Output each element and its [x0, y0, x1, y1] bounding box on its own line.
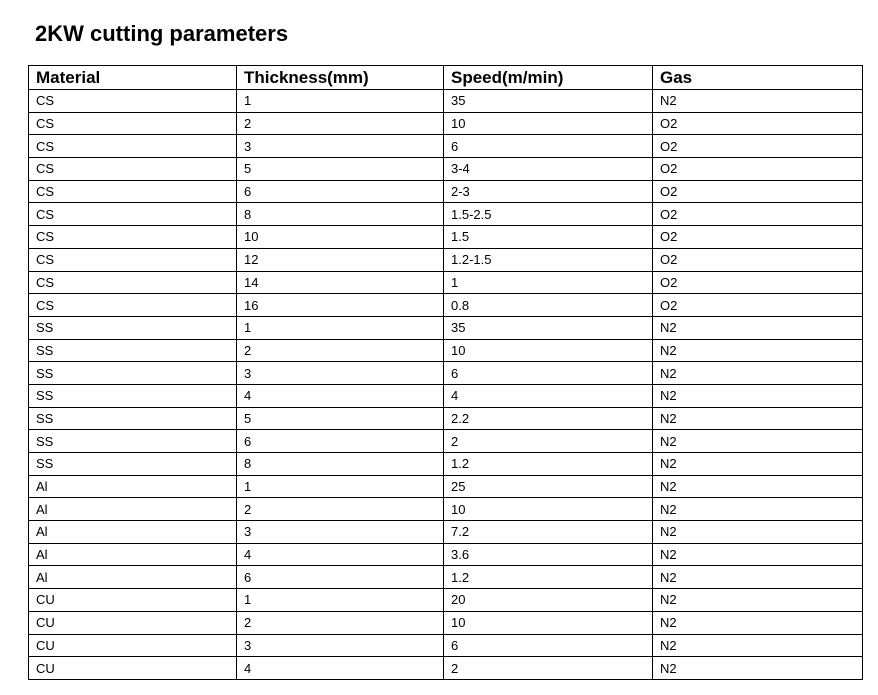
cell-speed: 35 [444, 90, 653, 113]
cell-thickness: 14 [237, 271, 444, 294]
cell-gas: O2 [653, 248, 863, 271]
cell-thickness: 8 [237, 453, 444, 476]
table-row [29, 543, 863, 566]
cell-material: CS [29, 90, 237, 113]
cell-thickness: 16 [237, 294, 444, 317]
cell-gas: N2 [653, 362, 863, 385]
cell-material: CU [29, 589, 237, 612]
cell-material: CU [29, 611, 237, 634]
table-row [29, 430, 863, 453]
cell-speed: 6 [444, 362, 653, 385]
cell-thickness: 1 [237, 475, 444, 498]
page-title: 2KW cutting parameters [35, 21, 289, 46]
cell-gas: N2 [653, 611, 863, 634]
table-row [29, 180, 863, 203]
cell-thickness: 10 [237, 226, 444, 249]
cell-thickness: 1 [237, 316, 444, 339]
cell-thickness: 5 [237, 158, 444, 181]
cell-thickness: 1 [237, 90, 444, 113]
cell-thickness: 5 [237, 407, 444, 430]
table-row [29, 294, 863, 317]
table-header-row [29, 66, 863, 90]
cell-material: CS [29, 158, 237, 181]
header-speed: Speed(m/min) [444, 66, 653, 90]
cell-thickness: 4 [237, 384, 444, 407]
cell-gas: N2 [653, 475, 863, 498]
cell-thickness: 2 [237, 498, 444, 521]
table-row [29, 566, 863, 589]
cell-thickness: 3 [237, 521, 444, 544]
cell-gas: O2 [653, 226, 863, 249]
table-row [29, 611, 863, 634]
cell-material: SS [29, 362, 237, 385]
cell-thickness: 2 [237, 339, 444, 362]
table-row [29, 634, 863, 657]
cell-speed: 0.8 [444, 294, 653, 317]
cell-speed: 1.5-2.5 [444, 203, 653, 226]
cell-thickness: 3 [237, 634, 444, 657]
cell-speed: 10 [444, 611, 653, 634]
cell-thickness: 3 [237, 135, 444, 158]
cell-material: SS [29, 316, 237, 339]
cell-thickness: 4 [237, 657, 444, 680]
table-row [29, 589, 863, 612]
cell-material: CS [29, 203, 237, 226]
cell-material: CS [29, 112, 237, 135]
cell-material: Al [29, 543, 237, 566]
cell-gas: N2 [653, 657, 863, 680]
cell-material: CU [29, 657, 237, 680]
table-row [29, 498, 863, 521]
cell-gas: O2 [653, 271, 863, 294]
cell-speed: 4 [444, 384, 653, 407]
cell-speed: 25 [444, 475, 653, 498]
cell-thickness: 6 [237, 430, 444, 453]
cell-speed: 3-4 [444, 158, 653, 181]
table-row [29, 135, 863, 158]
cell-speed: 1.2-1.5 [444, 248, 653, 271]
cell-material: Al [29, 475, 237, 498]
cell-material: CS [29, 248, 237, 271]
table-row [29, 271, 863, 294]
cell-gas: O2 [653, 112, 863, 135]
cell-gas: N2 [653, 384, 863, 407]
cell-material: CU [29, 634, 237, 657]
cell-material: CS [29, 135, 237, 158]
header-gas: Gas [653, 66, 863, 90]
cell-gas: N2 [653, 566, 863, 589]
cell-speed: 10 [444, 112, 653, 135]
cell-gas: N2 [653, 543, 863, 566]
cutting-parameters-table [28, 65, 863, 680]
table-row [29, 657, 863, 680]
cell-gas: O2 [653, 180, 863, 203]
cell-material: CS [29, 180, 237, 203]
cell-gas: O2 [653, 135, 863, 158]
cell-speed: 3.6 [444, 543, 653, 566]
cell-gas: N2 [653, 589, 863, 612]
cell-speed: 6 [444, 634, 653, 657]
cell-thickness: 3 [237, 362, 444, 385]
cell-speed: 1.5 [444, 226, 653, 249]
cell-thickness: 2 [237, 112, 444, 135]
cell-gas: N2 [653, 634, 863, 657]
cell-gas: N2 [653, 90, 863, 113]
table-row [29, 226, 863, 249]
cell-gas: N2 [653, 316, 863, 339]
cell-speed: 2 [444, 657, 653, 680]
cell-gas: N2 [653, 339, 863, 362]
table-row [29, 384, 863, 407]
table-row [29, 407, 863, 430]
table-row [29, 112, 863, 135]
cell-gas: O2 [653, 294, 863, 317]
cell-material: Al [29, 498, 237, 521]
cell-material: SS [29, 384, 237, 407]
cell-speed: 10 [444, 498, 653, 521]
cell-speed: 2-3 [444, 180, 653, 203]
cell-material: CS [29, 226, 237, 249]
table-row [29, 248, 863, 271]
table-row [29, 362, 863, 385]
cell-speed: 10 [444, 339, 653, 362]
cell-thickness: 6 [237, 180, 444, 203]
cell-material: SS [29, 339, 237, 362]
cell-speed: 7.2 [444, 521, 653, 544]
table-row [29, 90, 863, 113]
cell-gas: N2 [653, 407, 863, 430]
cell-speed: 1.2 [444, 566, 653, 589]
header-material: Material [29, 66, 237, 90]
cell-material: Al [29, 566, 237, 589]
cell-speed: 20 [444, 589, 653, 612]
table-row [29, 453, 863, 476]
table-row [29, 521, 863, 544]
table-row [29, 203, 863, 226]
cell-material: SS [29, 407, 237, 430]
cell-material: CS [29, 271, 237, 294]
cell-gas: O2 [653, 158, 863, 181]
cell-thickness: 4 [237, 543, 444, 566]
table-row [29, 475, 863, 498]
cell-material: SS [29, 430, 237, 453]
cell-speed: 1.2 [444, 453, 653, 476]
cell-thickness: 6 [237, 566, 444, 589]
cell-gas: N2 [653, 453, 863, 476]
cell-thickness: 12 [237, 248, 444, 271]
table-body [29, 90, 863, 680]
cell-speed: 35 [444, 316, 653, 339]
cell-gas: N2 [653, 521, 863, 544]
cell-material: CS [29, 294, 237, 317]
cell-gas: N2 [653, 498, 863, 521]
cell-thickness: 2 [237, 611, 444, 634]
cell-thickness: 8 [237, 203, 444, 226]
cell-speed: 6 [444, 135, 653, 158]
table-row [29, 158, 863, 181]
cell-speed: 2 [444, 430, 653, 453]
cell-thickness: 1 [237, 589, 444, 612]
table-row [29, 316, 863, 339]
table-row [29, 339, 863, 362]
cell-gas: O2 [653, 203, 863, 226]
cell-speed: 2.2 [444, 407, 653, 430]
header-thickness: Thickness(mm) [237, 66, 444, 90]
cell-material: SS [29, 453, 237, 476]
cell-gas: N2 [653, 430, 863, 453]
cell-speed: 1 [444, 271, 653, 294]
cell-material: Al [29, 521, 237, 544]
